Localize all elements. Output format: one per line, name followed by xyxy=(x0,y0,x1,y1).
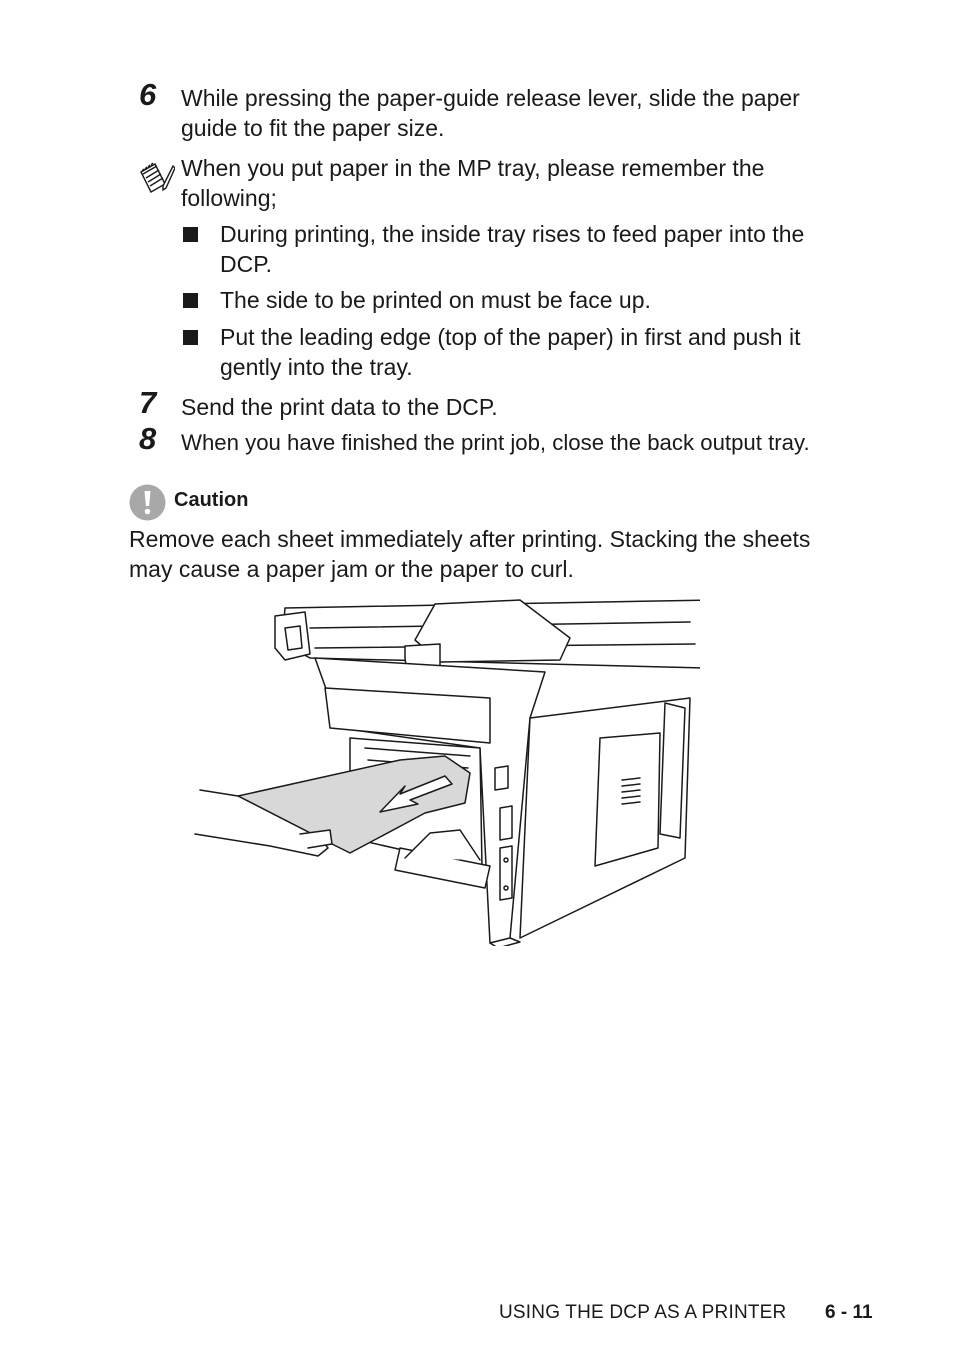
step-6-number: 6 xyxy=(139,77,157,112)
note-bullet-3-marker xyxy=(183,330,198,345)
footer-section-title: USING THE DCP AS A PRINTER xyxy=(499,1302,787,1323)
note-bullet-1-marker xyxy=(183,227,198,242)
step-6-text-line1: While pressing the paper-guide release lever, slide the paper xyxy=(181,85,800,111)
step-8-number: 8 xyxy=(139,421,157,456)
step-6-text-line2: guide to fit the paper size. xyxy=(181,115,445,141)
note-intro-line1: When you put paper in the MP tray, please remember the xyxy=(181,155,765,181)
note-pad-icon xyxy=(137,160,175,198)
caution-label: Caution xyxy=(174,489,249,511)
note-bullet-2-marker xyxy=(183,293,198,308)
step-7-text: Send the print data to the DCP. xyxy=(181,394,498,420)
step-7-number: 7 xyxy=(139,385,157,420)
printer-rear-paper-removal-illustration xyxy=(190,598,700,946)
caution-text-line1: Remove each sheet immediately after printing. Stacking the sheets xyxy=(129,526,811,552)
caution-text-line2: may cause a paper jam or the paper to curl. xyxy=(129,556,574,582)
note-bullet-1-line2: DCP. xyxy=(220,251,272,277)
step-8-text: When you have finished the print job, close the back output tray. xyxy=(181,430,810,455)
footer-page-number: 6 - 11 xyxy=(825,1302,873,1323)
note-intro-line2: following; xyxy=(181,185,277,211)
note-bullet-3-line2: gently into the tray. xyxy=(220,354,413,380)
note-bullet-2-line1: The side to be printed on must be face up. xyxy=(220,287,651,313)
note-bullet-1-line1: During printing, the inside tray rises to feed paper into the xyxy=(220,221,805,247)
exclamation-circle-icon xyxy=(129,484,166,521)
note-bullet-3-line1: Put the leading edge (top of the paper) in first and push it xyxy=(220,324,801,350)
